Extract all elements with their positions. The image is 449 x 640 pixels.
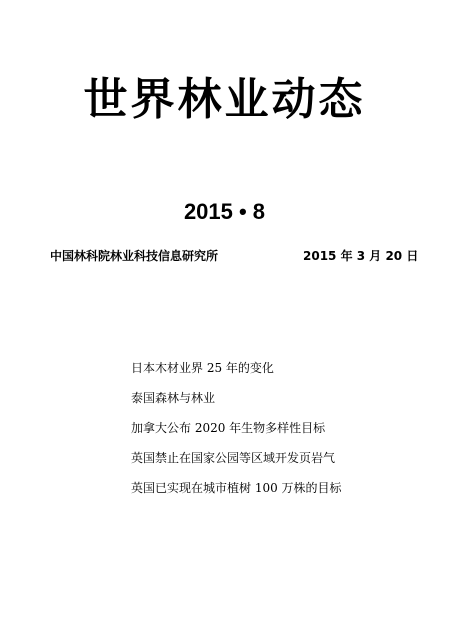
toc-item: 英国已实现在城市植树 100 万株的目标 xyxy=(131,481,342,495)
publisher-name: 中国林科院林业科技信息研究所 xyxy=(50,249,219,263)
table-of-contents xyxy=(131,358,342,508)
journal-title: 世界林业动态 xyxy=(83,74,366,125)
toc-item: 加拿大公布 2020 年生物多样性目标 xyxy=(131,421,326,435)
issue-number: 2015 • 8 xyxy=(183,199,266,224)
toc-item: 泰国森林与林业 xyxy=(131,391,216,405)
toc-item: 日本木材业界 25 年的变化 xyxy=(131,361,274,375)
publication-date: 2015 年 3 月 20 日 xyxy=(303,249,419,263)
toc-item: 英国禁止在国家公园等区域开发页岩气 xyxy=(131,451,336,465)
